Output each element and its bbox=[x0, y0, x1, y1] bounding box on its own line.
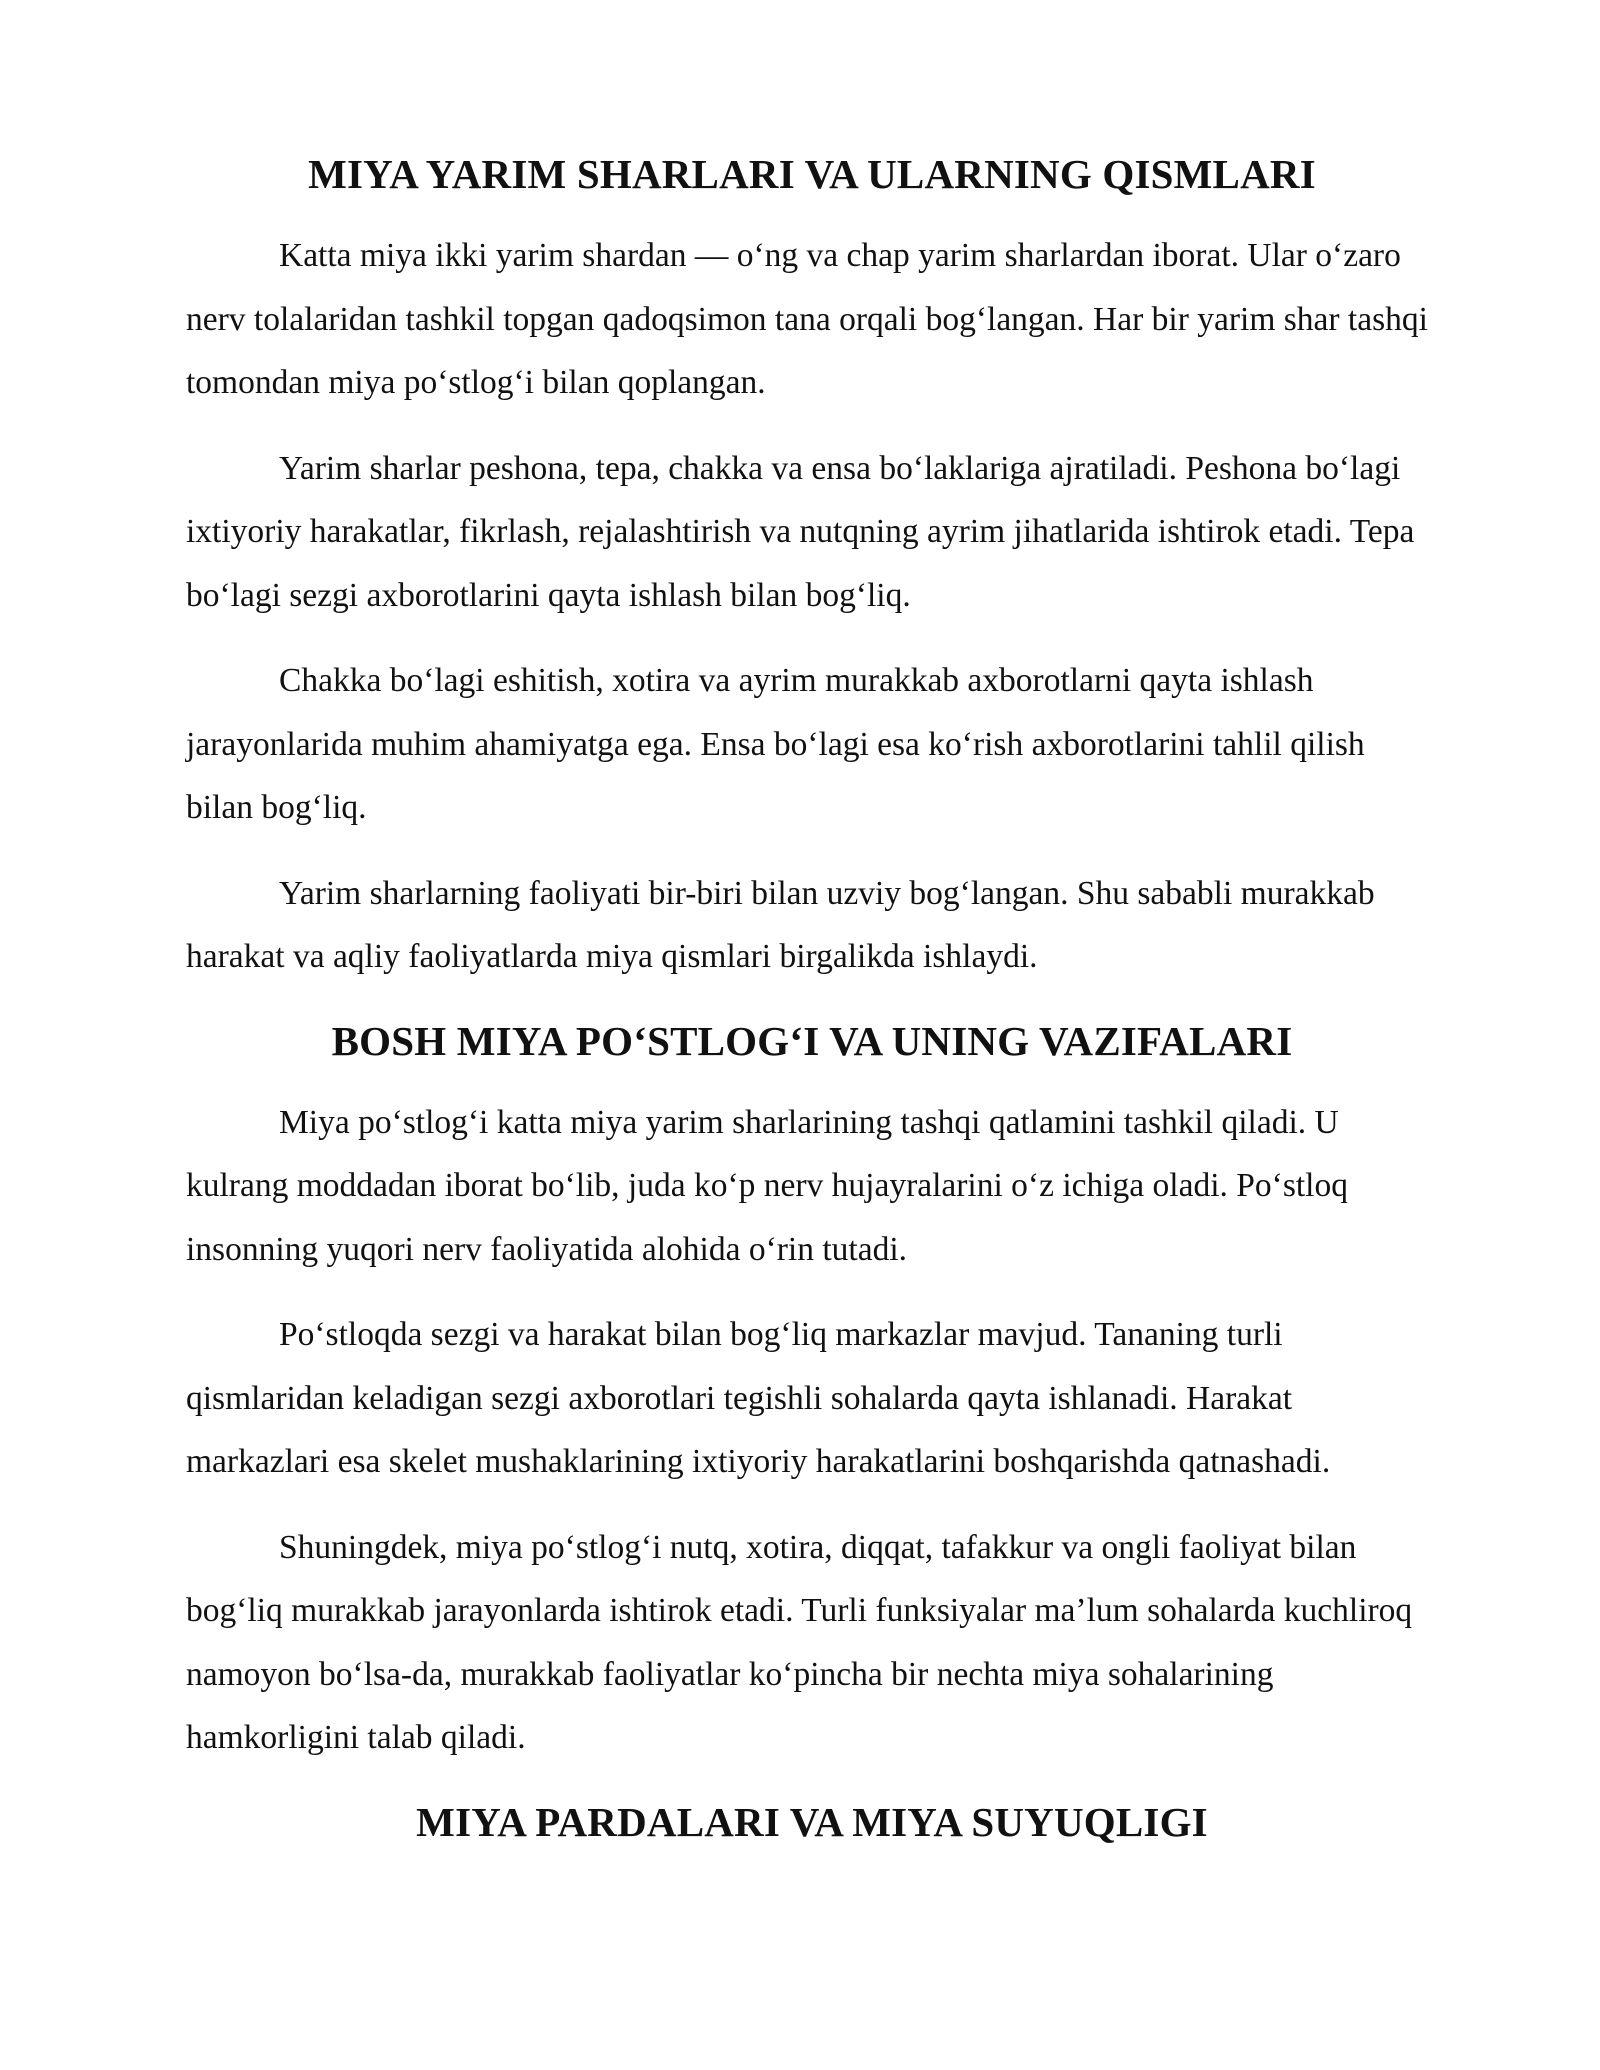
paragraph: Shuningdek, miya po‘stlog‘i nutq, xotira, diqqat, tafakkur va ongli faoliyat bilan bog‘liq murakkab jarayonlarda ishtirok etadi. Turli funksiyalar ma’lum sohalarda kuchliroq namoyon bo‘lsa-da, murakkab faoliyatlar ko‘pincha bir nechta miya sohalarining hamkorligini talab qiladi. bbox=[186, 1528, 1413, 1756]
paragraph: Yarim sharlarning faoliyati bir-biri bilan uzviy bog‘langan. Shu sababli murakkab harakat va aqliy faoliyatlarda miya qismlari birgalikda ishlaydi. bbox=[186, 874, 1375, 975]
paragraph: Chakka bo‘lagi eshitish, xotira va ayrim murakkab axborotlarni qayta ishlash jarayonlarida muhim ahamiyatga ega. Ensa bo‘lagi esa ko‘rish axborotlarini tahlil qilish bilan bog‘liq. bbox=[186, 662, 1365, 826]
paragraph: Miya po‘stlog‘i katta miya yarim sharlarining tashqi qatlamini tashkil qiladi. U kulrang moddadan iborat bo‘lib, juda ko‘p nerv hujayralarini o‘z ichiga oladi. Po‘stloq insonning yuqori nerv faoliyatida alohida o‘rin tutadi. bbox=[186, 1103, 1348, 1268]
section-heading-cortex: BOSH MIYA PO‘STLOG‘I VA UNING VAZIFALARI bbox=[331, 1017, 1293, 1064]
paragraph: Po‘stloqda sezgi va harakat bilan bog‘liq markazlar mavjud. Tananing turli qismlaridan keladigan sezgi axborotlari tegishli sohalarda qayta ishlanadi. Harakat markazlari esa skelet mushaklarining ixtiyoriy harakatlarini boshqarishda qatnashadi. bbox=[186, 1316, 1331, 1480]
section-heading-meninges: MIYA PARDALARI VA MIYA SUYUQLIGI bbox=[416, 1798, 1208, 1845]
section-heading-hemispheres: MIYA YARIM SHARLARI VA ULARNING QISMLARI bbox=[308, 151, 1316, 197]
paragraph: Katta miya ikki yarim shardan — o‘ng va chap yarim sharlardan iborat. Ular o‘zaro nerv tolalaridan tashkil topgan qadoqsimon tana orqali bog‘langan. Har bir yarim shar tashqi tomondan miya po‘stlog‘i bilan qoplangan. bbox=[186, 237, 1428, 401]
document-page bbox=[186, 148, 1438, 1848]
paragraph: Yarim sharlar peshona, tepa, chakka va ensa bo‘laklariga ajratiladi. Peshona bo‘lagi ixtiyoriy harakatlar, fikrlash, rejalashtirish va nutqning ayrim jihatlarida ishtirok etadi. Tepa bo‘lagi sezgi axborotlarini qayta ishlash bilan bog‘liq. bbox=[186, 449, 1415, 614]
